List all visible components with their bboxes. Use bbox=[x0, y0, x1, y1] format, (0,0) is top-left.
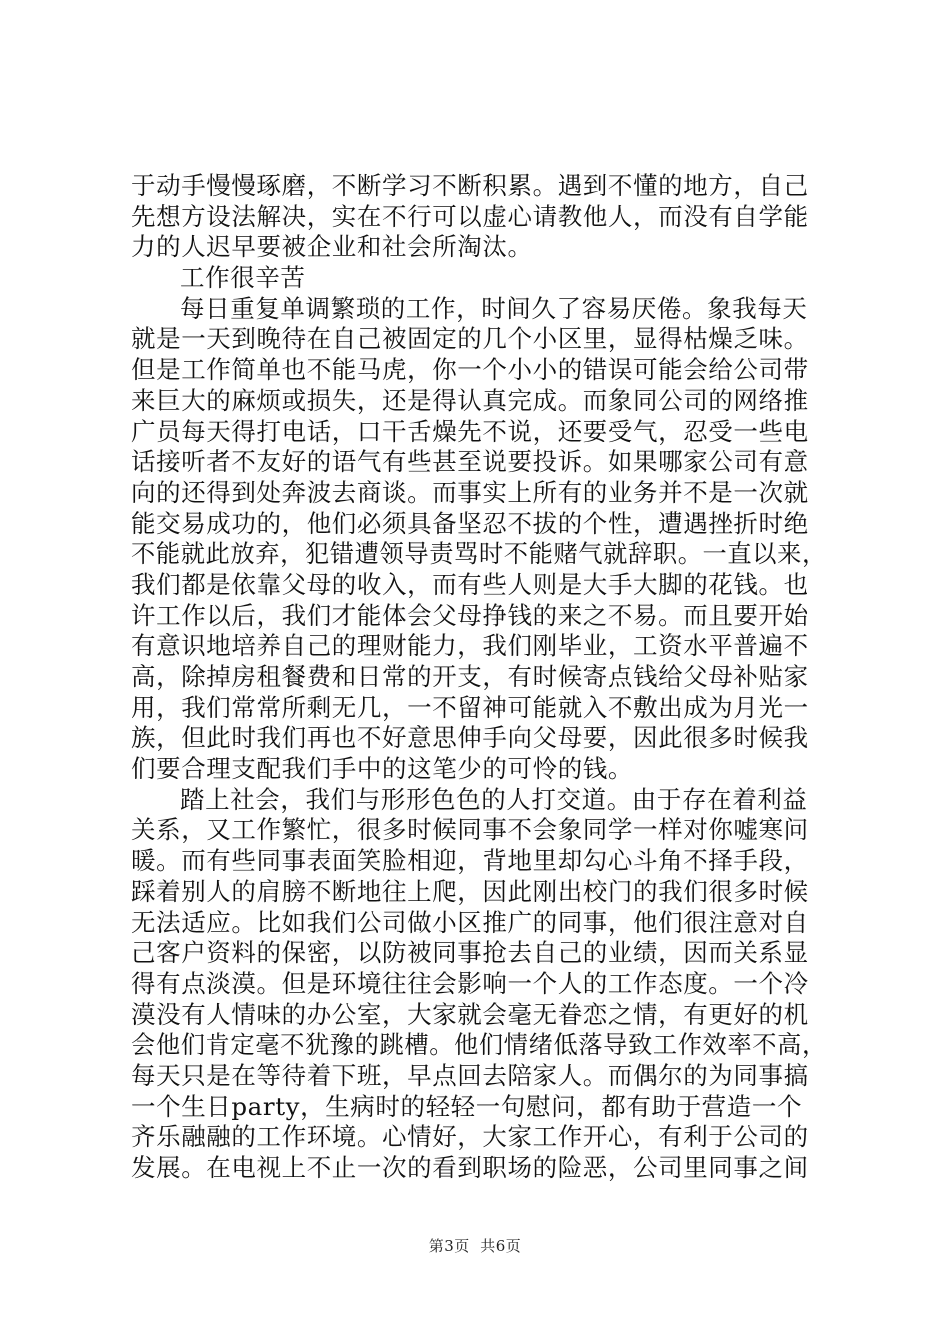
text-line: 能交易成功的，他们必须具备坚忍不拔的个性，遭遇挫折时绝 bbox=[131, 508, 809, 538]
text-line: 踩着别人的肩膀不断地往上爬，因此刚出校门的我们很多时候 bbox=[131, 876, 809, 906]
text-line: 有意识地培养自己的理财能力，我们刚毕业，工资水平普遍不 bbox=[131, 631, 809, 661]
text-line: 关系，又工作繁忙，很多时候同事不会象同学一样对你嘘寒问 bbox=[131, 815, 809, 845]
text-line: 工作很辛苦 bbox=[180, 263, 306, 293]
text-line: 向的还得到处奔波去商谈。而事实上所有的业务并不是一次就 bbox=[131, 477, 809, 507]
text-line: 力的人迟早要被企业和社会所淘汰。 bbox=[131, 232, 533, 262]
text-line: 齐乐融融的工作环境。心情好，大家工作开心，有利于公司的 bbox=[131, 1122, 809, 1152]
text-line: 就是一天到晚待在自己被固定的几个小区里，显得枯燥乏味。 bbox=[131, 324, 809, 354]
text-line: 广员每天得打电话，口干舌燥先不说，还要受气，忍受一些电 bbox=[131, 416, 809, 446]
text-line: 己客户资料的保密，以防被同事抢去自己的业绩，因而关系显 bbox=[131, 938, 809, 968]
text-line: 用，我们常常所剩无几，一不留神可能就入不敷出成为月光一 bbox=[131, 692, 809, 722]
text-line: 高，除掉房租餐费和日常的开支，有时候寄点钱给父母补贴家 bbox=[131, 662, 809, 691]
text-line: 得有点淡漠。但是环境往往会影响一个人的工作态度。一个冷 bbox=[131, 968, 809, 998]
text-line: 发展。在电视上不止一次的看到职场的险恶，公司里同事之间 bbox=[131, 1153, 809, 1182]
text-line: 许工作以后，我们才能体会父母挣钱的来之不易。而且要开始 bbox=[131, 600, 809, 630]
text-line: 族，但此时我们再也不好意思伸手向父母要，因此很多时候我 bbox=[131, 723, 809, 753]
text-line: 来巨大的麻烦或损失，还是得认真完成。而象同公司的网络推 bbox=[131, 385, 809, 415]
text-line: 于动手慢慢琢磨，不断学习不断积累。遇到不懂的地方，自己 bbox=[131, 171, 809, 200]
text-line: 每日重复单调繁琐的工作，时间久了容易厌倦。象我每天 bbox=[180, 293, 808, 323]
text-line: 们要合理支配我们手中的这笔少的可怜的钱。 bbox=[131, 754, 633, 784]
page-footer bbox=[0, 1235, 950, 1256]
text-line: 踏上社会，我们与形形色色的人打交道。由于存在着利益 bbox=[180, 784, 808, 814]
text-line: 会他们肯定毫不犹豫的跳槽。他们情绪低落导致工作效率不高， bbox=[131, 1030, 827, 1060]
body-text bbox=[131, 171, 831, 1184]
text-line: 我们都是依靠父母的收入，而有些人则是大手大脚的花钱。也 bbox=[131, 569, 809, 599]
text-line: 暖。而有些同事表面笑脸相迎，背地里却勾心斗角不择手段， bbox=[131, 846, 809, 876]
text-line: 话接听者不友好的语气有些甚至说要投诉。如果哪家公司有意 bbox=[131, 447, 809, 477]
text-line: 先想方设法解决，实在不行可以虚心请教他人，而没有自学能 bbox=[131, 201, 809, 231]
text-line: 不能就此放弃，犯错遭领导责骂时不能赌气就辞职。一直以来， bbox=[131, 539, 827, 569]
text-line: 漠没有人情味的办公室，大家就会毫无眷恋之情，有更好的机 bbox=[131, 999, 809, 1029]
page-number-label: 第3页 共6页 bbox=[428, 1237, 522, 1255]
text-line: 每天只是在等待着下班，早点回去陪家人。而偶尔的为同事搞 bbox=[131, 1060, 809, 1090]
text-line: 一个生日party，生病时的轻轻一句慰问，都有助于营造一个 bbox=[131, 1091, 803, 1121]
text-line: 但是工作简单也不能马虎，你一个小小的错误可能会给公司带 bbox=[131, 355, 809, 385]
text-line: 无法适应。比如我们公司做小区推广的同事，他们很注意对自 bbox=[131, 907, 809, 937]
